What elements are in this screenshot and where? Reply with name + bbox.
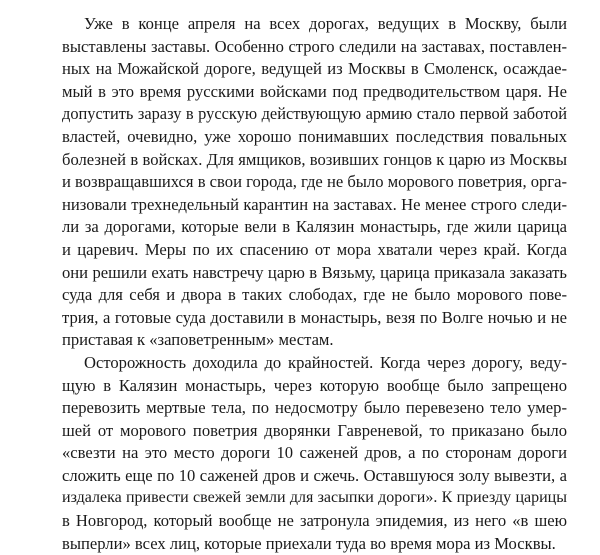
text-line: ли за дорогами, которые вели в Калязин монастырь, где жили царица — [62, 217, 567, 237]
text-line: выперли» всех лиц, которые приехали туда во время мора из Москвы. — [62, 533, 556, 553]
text-line: Осторожность доходила до крайностей. Когда через дорогу, веду- — [84, 352, 567, 372]
text-line: суда для себя и двора в таких слободах, где не было морового пове- — [62, 285, 567, 305]
text-line: властей, очевидно, уже хорошо понимавших последствия повальных — [62, 126, 567, 146]
text-line: сложить еще по 10 саженей дров и сжечь. Оставшуюся золу вывезти, а — [62, 465, 567, 485]
text-line: приставая к «заповетренным» местам. — [62, 330, 334, 350]
text-line: «свезти на это место дороги 10 саженей дров, а по сторонам дороги — [62, 443, 567, 463]
text-line: трия, а готовые суда доставили в монастырь, везя по Волге ночью и не — [62, 307, 567, 327]
text-line: низовали трехнедельный карантин на заставах. Не менее строго следи- — [62, 194, 567, 214]
text-line: болезней в войсках. Для ямщиков, возивших гонцов к царю из Москвы — [62, 149, 567, 169]
text-line: выставлены заставы. Особенно строго следили на заставах, поставлен- — [62, 36, 567, 56]
text-block — [62, 13, 567, 555]
text-line: допустить заразу в русскую действующую армию стало первой заботой — [62, 104, 567, 124]
text-line: они решили ехать навстречу царю в Вязьму, царица приказала заказать — [62, 262, 567, 282]
text-line: мый в это время русскими войсками под предводительством царя. Не — [62, 81, 567, 101]
text-line: издалека привести свежей земли для засыпки дороги». К приезду царицы — [62, 489, 567, 507]
text-line: Уже в конце апреля на всех дорогах, ведущих в Москву, были — [84, 14, 567, 33]
text-line: в Новгород, который вообще не затронула эпидемия, из него «в шею — [62, 511, 567, 531]
text-line: и возвращавшихся в свои города, где не было морового поветрия, орга- — [62, 172, 567, 192]
text-line: шей от морового поветрия дворянки Гавреневой, то приказано было — [62, 420, 567, 440]
text-line: и царевич. Меры по их спасению от мора хватали через край. Когда — [62, 239, 567, 259]
text-line: перевозить мертвые тела, по недосмотру было перевезено тело умер- — [62, 398, 567, 418]
text-line: щую в Калязин монастырь, через которую вообще было запрещено — [62, 375, 567, 395]
paragraph-2 — [62, 352, 567, 555]
text-line: ных на Можайской дороге, ведущей из Москвы в Смоленск, осаждае- — [62, 59, 567, 79]
paragraph-1 — [62, 13, 567, 352]
